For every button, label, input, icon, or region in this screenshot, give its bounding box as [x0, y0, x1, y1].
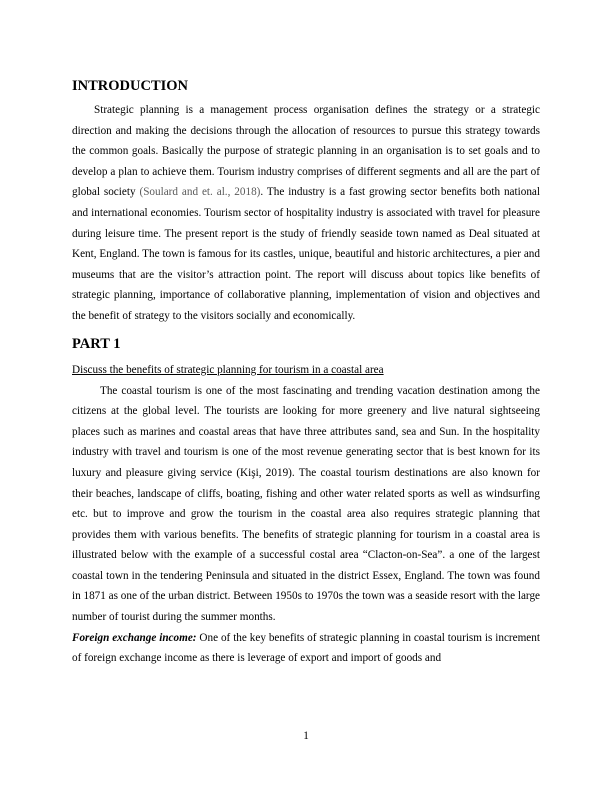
intro-text-part1: Strategic planning is a management process organisation defines the strategy or a strategic direction and making the decisions through the allocation of resources to pursue this strategy towards the common goals. Basically the purpose of strategic planning in an organisation is to set goals and to develop a plan to achieve them. Tourism industry comprises of different segments and all are the part of global society: [72, 104, 540, 199]
intro-citation: (Soulard and et. al., 2018): [139, 186, 261, 199]
introduction-heading: INTRODUCTION: [72, 78, 189, 94]
foreign-exchange-paragraph: [72, 628, 540, 669]
document-page: [72, 76, 540, 669]
part1-subheading: Discuss the benefits of strategic planning for tourism in a coastal area: [72, 363, 384, 376]
part1-text-part2: . The coastal tourism destinations are also known for their beaches, landscape of cliffs, boating, fishing and other water related sports as well as windsurfing etc. but to improve and grow the tourism in the coastal area also requires strategic planning that provides them with various benefits. The benefits of strategic planning for tourism in a coastal area is illustrated below with the example of a successful costal area “Clacton-on-Sea”. a one of the largest coastal town in the tendering Peninsula and situated in the district Essex, England. The town was found in 1871 as one of the urban district. Between 1950s to 1970s the town was a seaside resort with the large number of tourist during the summer months.: [72, 466, 541, 624]
part1-citation: (Kişi, 2019): [236, 466, 292, 479]
part1-text-part1: The coastal tourism is one of the most fascinating and trending vacation destination among the citizens at the global level. The tourists are looking for more greenery and live natural sightseeing places such as marines and coastal areas that have three attributes sand, sea and Sun. In the hospitality industry with travel and tourism is one of the most revenue generating sector that is best known for its luxury and pleasure giving service: [72, 384, 540, 479]
intro-text-part2: . The industry is a fast growing sector benefits both national and international economies. Tourism sector of hospitality industry is associated with travel for pleasure during leisure time. The present report is the study of friendly seaside town named as Deal situated at Kent, England. The town is famous for its castles, unique, beautiful and historic architectures, a pier and museums that are the visitor’s attraction point. The report will discuss about topics like benefits of strategic planning, importance of collaborative planning, implementation of vision and objectives and the benefit of strategy to the visitors socially and economically.: [72, 186, 541, 322]
introduction-paragraph: [72, 100, 540, 327]
part1-paragraph: [72, 381, 540, 628]
page-number: 1: [303, 730, 309, 742]
foreign-exchange-term: Foreign exchange income:: [72, 631, 197, 644]
part1-heading: PART 1: [72, 335, 121, 352]
foreign-exchange-text: One of the key benefits of strategic planning in coastal tourism is increment of foreign exchange income as there is leverage of export and import of goods and: [72, 631, 540, 665]
